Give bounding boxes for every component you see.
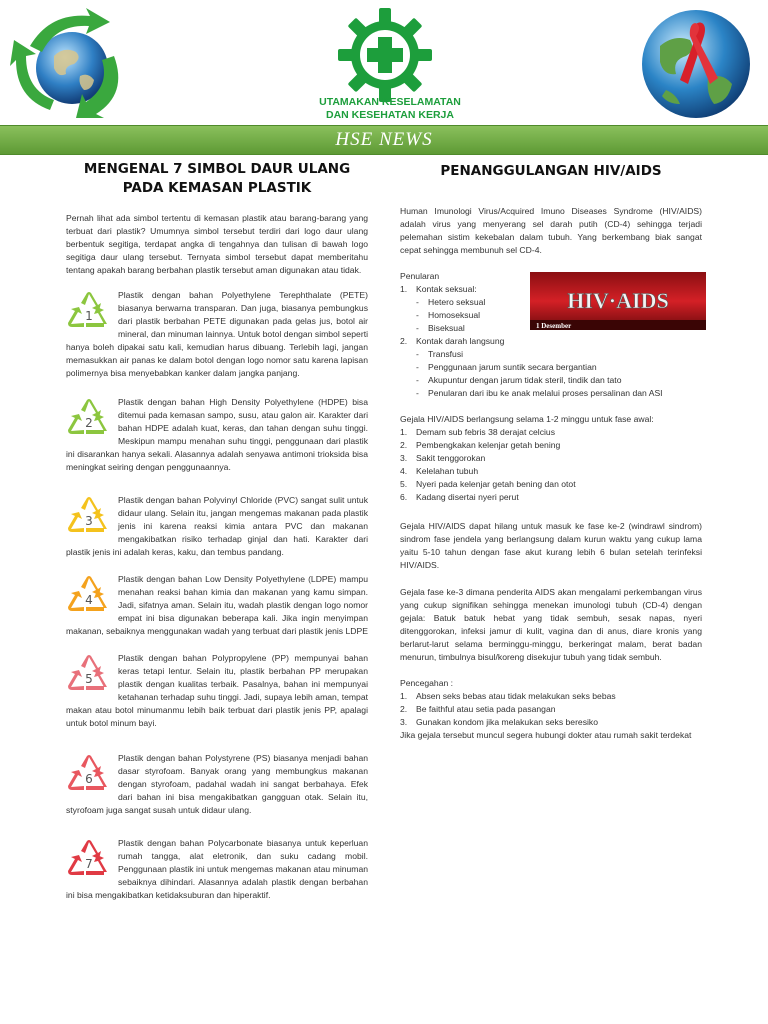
list-number: 1. [400,427,408,437]
closing-note: Jika gejala tersebut muncul segera hubungi dokter atau rumah sakit terdekat [400,730,692,740]
recycling-symbol-item [66,573,368,638]
recycling-symbol-item [66,652,368,730]
subitem-text: Biseksual [428,323,465,333]
banner-title: HSE NEWS [335,129,433,150]
list-text: Kadang disertai nyeri perut [416,492,519,502]
k3-slogan [300,96,480,122]
recycle-symbol-icon [66,754,112,794]
symbol-description: Plastik dengan bahan Polypropylene (PP) mempunyai bahan keras tetapi lentur. Selain itu, plastik berbahan PP merupakan plastik dengan kualitas terbaik. Pasalnya, bahan ini mempunyai ketahanan terhadap suhu tinggi. Jadi, supaya lebih aman, tempat makan atau botol minumanmu lebih baik terbuat dari plastik jenis PP, apalagi untuk botol minum bayi. [66,653,368,728]
bullet-dash: - [416,349,419,359]
subitem-text: Hetero seksual [428,297,486,307]
slogan-line-2: DAN KESEHATAN KERJA [326,109,454,121]
bullet-dash: - [416,388,419,398]
title-line-1: MENGENAL 7 SIMBOL DAUR ULANG [83,161,351,177]
hiv-intro: Human Imunologi Virus/Acquired Imuno Diseases Syndrome (HIV/AIDS) adalah virus yang menyerang sel darah putih (CD-4) sehingga terjadi pelemahan sistim kekebalan dalam tubuh. Yang berkembang biak sangat cepat sehingga membunuh sel CD-4. [400,206,702,255]
list-text: Nyeri pada kelenjar getah bening dan otot [416,479,576,489]
k3-safety-cross-icon [338,8,432,102]
gejala-list [400,426,702,504]
masthead [0,0,768,160]
symbol-description: Plastik dengan bahan Polyvinyl Chloride (PVC) sangat sulit untuk didaur ulang. Selain itu, jangan mengemas makanan pada plastik jenis ini karena reaksi kimia antara PVC dan makanan mengakibatkan risiko terhadap ginjal dan hati. Karakter dari plastik jenis ini adalah keras, kaku, dan tembus pandang. [66,495,368,557]
penularan-label: Penularan [400,271,440,281]
recycling-symbol-item [66,752,368,817]
recycling-article-title [58,160,376,198]
gejala-intro: Gejala HIV/AIDS berlangsung selama 1-2 minggu untuk fase awal: [400,414,654,424]
recycle-symbol-icon [66,398,112,438]
symbol-number: 6 [85,772,93,786]
list-number: 3. [400,717,408,727]
list-number: 6. [400,492,408,502]
symbol-description: Plastik dengan bahan Polystyrene (PS) biasanya menjadi bahan dasar styrofoam. Banyak orang yang membungkus makanan dengan styrofoam, padahal wadah ini sangat berbahaya. Efek dari bahan ini bisa mengakibatkan gangguan otak. Selain itu, styrofoam juga sangat susah untuk didaur ulang. [66,753,368,815]
penularan-subitem [400,361,702,374]
list-text: Pembengkakan kelenjar getah bening [416,440,561,450]
gejala-item [400,491,702,504]
subitem-text: Homoseksual [428,310,481,320]
symbol-description: Plastik dengan bahan Polyethylene Terephthalate (PETE) biasanya berwarna transparan. Dan juga, biasanya pembungkus dari plastik berbahan PETE digunakan pada gelas jus, botol air mineral, dan minuman lainnya. Untuk botol dengan simbol seperti hanya boleh dipakai satu kali, kemudian harus dibuang. Terlebih lagi, jangan memasukkan air panas ke dalam botol dengan logo nomor satu karena lapisan polimernya bisa menyebabkan kanker dalam jangka panjang. [66,290,368,378]
recycle-symbol-icon [66,839,112,879]
penularan-subitem [400,387,702,400]
gejala-item [400,439,702,452]
list-number: 2. [400,440,408,450]
symbol-number: 4 [85,593,93,607]
list-number: 1. [400,284,408,294]
hiv-aids-banner-image [530,272,706,330]
fase3-paragraph: Gejala fase ke-3 dimana penderita AIDS akan mengalami perkembangan virus yang cukup signifikan sehingga menekan imunologi tubuh (CD-4) dengan gejala: Batuk batuk hebat yang tidak sembuh, sesak napas, nyeri ditenggorokan, infeksi jamur di kulit, vagina dan di anus, diare kronis yang berlarut-larut selama berminggu-minggu, berkeringat malam, berat badan menurun, timbulnya bisul/koreng disekujur tubuh yang tidak sembuh. [400,587,702,662]
symbol-description: Plastik dengan bahan Polycarbonate biasanya untuk keperluan rumah tangga, alat eletronik, dan suku cadang mobil. Penggunaan plastik ini untuk mengemas makanan atau minuman sebaiknya dihindari. Alasannya adalah plastik dengan berbahan ini bisa mengakibatkan ketidaksuburan dan hiperaktif. [66,838,368,900]
recycling-intro: Pernah lihat ada simbol tertentu di kemasan plastik atau barang-barang yang terbuat dari plastik? Umumnya simbol tersebut terdiri dari logo daur ulang berbentuk segitiga, terdapat angka di tengahnya dan tulisan di bawah logo segitiga daur ulang tersebut. Ternyata simbol tersebut dapat memberitahu tentang apakah barang berbahan plastik tersebut aman digunakan atau tidak. [66,213,368,275]
aids-ribbon-globe-icon [636,6,754,120]
symbol-number: 3 [85,514,93,528]
symbol-number: 1 [85,309,93,323]
list-text: Be faithful atau setia pada pasangan [416,704,556,714]
penularan-subitem [400,348,702,361]
hiv-image-caption: 1 Desember [536,322,572,330]
hse-news-banner [0,125,768,155]
list-number: 2. [400,336,408,346]
penularan-subitem [400,374,702,387]
recycle-symbol-icon [66,654,112,694]
symbol-description: Plastik dengan bahan High Density Polyethylene (HDPE) bisa ditemui pada kemasan sampo, susu, atau galon air. Karakter dari bahan HDPE adalah kuat, keras, dan tahan dengan suhu tinggi. Meskipun mampu menahan suhu tinggi, penggunaan dari plastik ini disarankan hanya sekali. Alasannya adalah senyawa antimoni trioksida bisa meningkat seiring dengan penggunaannya. [66,397,368,472]
title-line-2: PADA KEMASAN PLASTIK [122,180,312,196]
pencegahan-item [400,703,702,716]
recycling-symbol-item [66,289,368,380]
symbol-description: Plastik dengan bahan Low Density Polyethylene (LDPE) mampu menahan reaksi bahan kimia dan makanan yang kamu simpan. Jadi, sifatnya aman. Selain itu, wadah plastik dengan logo nomor empat ini bisa digunakan beberapa kali. Jika ingin menyimpan makanan, sebaiknya menggunakan wadah yang terbuat dari plastik jenis LDPE [66,574,368,636]
penularan-label-text: Kontak darah langsung [416,336,505,346]
subitem-text: Penggunaan jarum suntik secara bergantian [428,362,597,372]
penularan-label-text: Kontak seksual: [416,284,477,294]
list-number: 2. [400,704,408,714]
recycling-symbol-list [66,289,368,902]
list-text: Absen seks bebas atau tidak melakukan seks bebas [416,691,616,701]
list-number: 3. [400,453,408,463]
list-text: Gunakan kondom jika melakukan seks beresiko [416,717,598,727]
bullet-dash: - [416,375,419,385]
list-number: 5. [400,479,408,489]
bullet-dash: - [416,362,419,372]
gejala-item [400,426,702,439]
list-text: Demam sub febris 38 derajat celcius [416,427,555,437]
bullet-dash: - [416,323,419,333]
gejala-item [400,478,702,491]
list-text: Kelelahan tubuh [416,466,479,476]
penularan-item [400,335,702,348]
pencegahan-item [400,716,702,729]
hiv-article [400,160,702,742]
subitem-text: Penularan dari ibu ke anak melalui proses persalinan dan ASI [428,388,663,398]
list-text: Sakit tenggorokan [416,453,486,463]
hiv-article-title: PENANGGULANGAN HIV/AIDS [440,163,662,179]
pencegahan-label: Pencegahan : [400,678,454,688]
recycle-symbol-icon [66,575,112,615]
slogan-line-1: UTAMAKAN KESELAMATAN [319,96,461,108]
pencegahan-list [400,690,702,729]
hiv-image-text: HIV·AIDS [567,288,669,313]
symbol-number: 2 [85,416,93,430]
gejala-item [400,465,702,478]
gejala-item [400,452,702,465]
fase2-paragraph: Gejala HIV/AIDS dapat hilang untuk masuk ke fase ke-2 (windrawl sindrom) sindrom fase jendela yang berlangsung dalam kurun waktu yang cukup lama yaitu 5-10 tahun dengan fase akut kurang lebih 6 bulan setelah terinfeksi HIV/AIDS. [400,521,702,570]
subitem-text: Akupuntur dengan jarum tidak steril, tindik dan tato [428,375,622,385]
symbol-number: 7 [85,857,93,871]
bullet-dash: - [416,297,419,307]
subitem-text: Transfusi [428,349,464,359]
recycle-globe-icon [10,6,128,120]
recycle-symbol-icon [66,496,112,536]
bullet-dash: - [416,310,419,320]
symbol-number: 5 [85,672,93,686]
pencegahan-item [400,690,702,703]
recycling-symbol-item [66,837,368,902]
recycle-symbol-icon [66,291,112,331]
list-number: 1. [400,691,408,701]
recycling-symbol-item [66,396,368,474]
recycling-article [66,160,368,902]
recycling-symbol-item [66,494,368,559]
list-number: 4. [400,466,408,476]
